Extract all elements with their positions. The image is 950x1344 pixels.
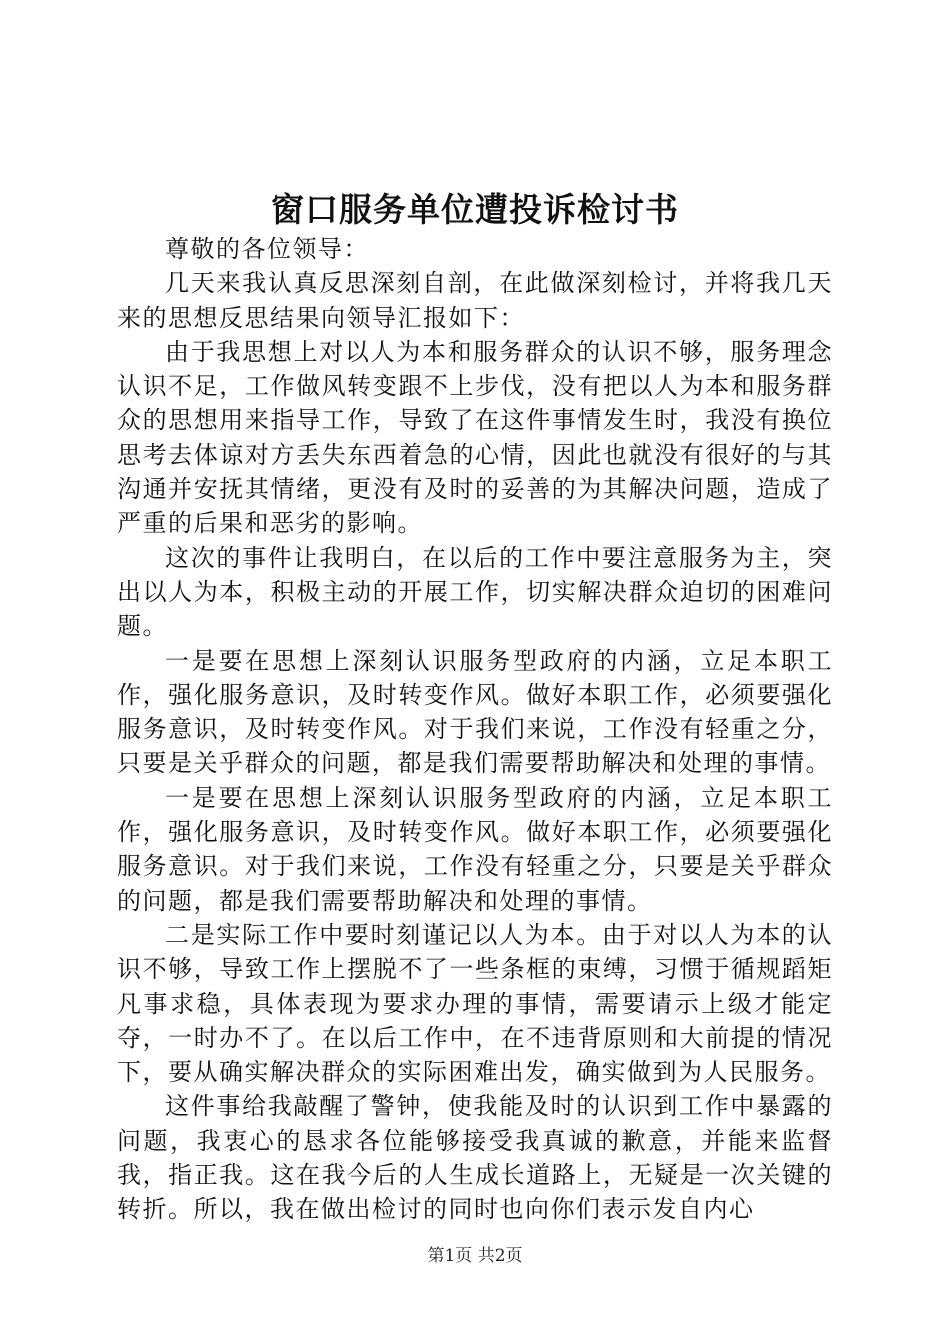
paragraph: 一是要在思想上深刻认识服务型政府的内涵，立足本职工作，强化服务意识，及时转变作风。做好本职工作，必须要强化服务意识。对于我们来说，工作没有轻重之分，只要是关乎群众的问题，都是我们需要帮助解决和处理的事情。 (117, 783, 833, 915)
document-title: 窗口服务单位遭投诉检讨书 (271, 190, 679, 229)
salutation: 尊敬的各位领导： (165, 235, 369, 263)
paragraph: 一是要在思想上深刻认识服务型政府的内涵，立足本职工作，强化服务意识，及时转变作风。做好本职工作，必须要强化服务意识，及时转变作风。对于我们来说，工作没有轻重之分，只要是关乎群众的问题，都是我们需要帮助解决和处理的事情。 (117, 646, 833, 778)
paragraph: 由于我思想上对以人为本和服务群众的认识不够，服务理念认识不足，工作做风转变跟不上步伐，没有把以人为本和服务群众的思想用来指导工作，导致了在这件事情发生时，我没有换位思考去体谅对方丢失东西着急的心情，因此也就没有很好的与其沟通并安抚其情绪，更没有及时的妥善的为其解决问题，造成了严重的后果和恶劣的影响。 (117, 337, 833, 538)
paragraph: 二是实际工作中要时刻谨记以人为本。由于对以人为本的认识不够，导致工作上摆脱不了一些条框的束缚，习惯于循规蹈矩凡事求稳，具体表现为要求办理的事情，需要请示上级才能定夺，一时办不了。在以后工作中，在不违背原则和大前提的情况下，要从确实解决群众的实际困难出发，确实做到为人民服务。 (117, 920, 833, 1087)
paragraph: 这件事给我敲醒了警钟，使我能及时的认识到工作中暴露的问题，我衷心的恳求各位能够接受我真诚的歉意，并能来监督我，指正我。这在我今后的人生成长道路上，无疑是一次关键的转折。所以，我在做出检讨的同时也向你们表示发自内心 (117, 1092, 833, 1224)
paragraph: 这次的事件让我明白，在以后的工作中要注意服务为主，突出以人为本，积极主动的开展工作，切实解决群众迫切的困难问题。 (117, 543, 833, 641)
page-indicator: 第1页 共2页 (427, 1246, 523, 1266)
paragraph: 几天来我认真反思深刻自剖，在此做深刻检讨，并将我几天来的思想反思结果向领导汇报如下： (117, 269, 833, 332)
document-body (117, 232, 833, 1227)
